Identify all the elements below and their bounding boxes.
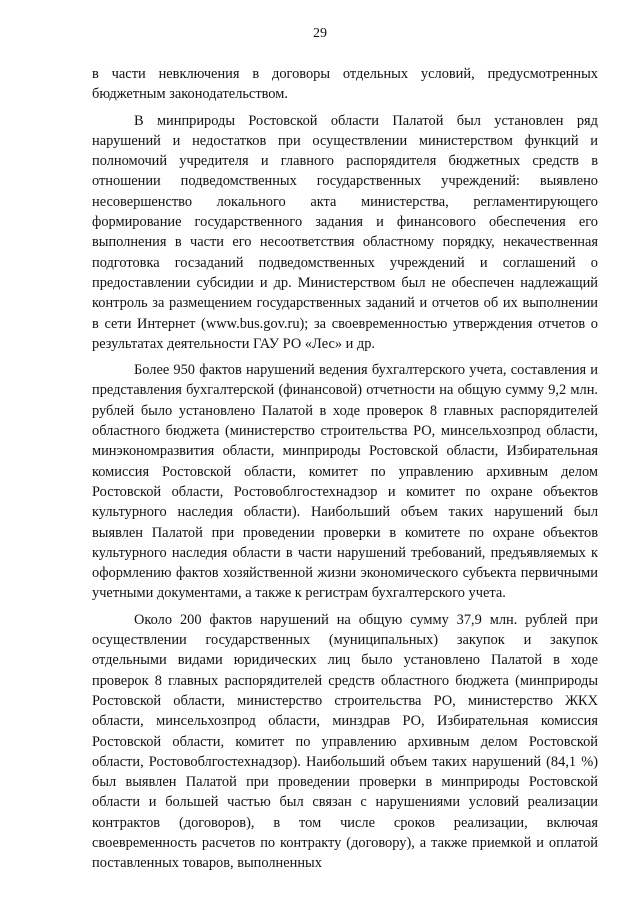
paragraph-minprirody-violations: В минприроды Ростовской области Палатой был установлен ряд нарушений и недостатков при осуществлении министерством функций и полномочий учредителя и главного распорядителя бюджетных средств в отношении подведомственных государственных учреждений: выявлено несовершенство локального акта министерства, регламентирующего формирование государственного задания и финансового обеспечения его выполнения в части его несоответствия областному порядку, некачественная подготовка госзаданий подведомственных учреждений и соглашений о предоставлении субсидии и др. Министерством был не обеспечен надлежащий контроль за размещением государственных заданий и отчетов об их выполнении в сети Интернет (www.bus.gov.ru); за своевременностью утверждения отчетов о результатах деятельности ГАУ РО «Лес» и др. [92, 112, 598, 352]
page-number: 29 [313, 26, 327, 41]
paragraph-accounting-violations: Более 950 фактов нарушений ведения бухгалтерского учета, составления и представления бухгалтерской (финансовой) отчетности на общую сумму 9,2 млн. рублей было установлено Палатой в ходе проверок 8 главных распорядителей областного бюджета (министерство строительства РО, минсельхозпрод области, минэкономразвития области, минприроды Ростовской области, Избирательная комиссия Ростовской области, комитет по управлению архивным делом Ростовской области, Ростовоблгостехнадзор и комитет по охране объектов культурного наследия области). Наибольший объем таких нарушений был выявлен Палатой при проведении проверки в комитете по охране объектов культурного наследия области в части нарушений требований, предъявляемых к оформлению фактов хозяйственной жизни экономического субъекта первичными учетными документами, а также к регистрам бухгалтерского учета. [92, 362, 598, 602]
document-body [92, 64, 598, 874]
paragraph-procurement-violations: Около 200 фактов нарушений на общую сумму 37,9 млн. рублей при осуществлении государственных (муниципальных) закупок и закупок отдельными видами юридических лиц было установлено Палатой в ходе проверок 8 главных распорядителей средств областного бюджета (минприроды Ростовской области, министерство строительства РО, министерство ЖКХ области, минсельхозпрод области, минздрав РО, Избирательная комиссия Ростовской области, комитет по управлению архивным делом Ростовской области, Ростовоблгостехнадзор). Наибольший объем таких нарушений (84,1 %) был выявлен Палатой при проведении проверки в минприроды Ростовской области и большей частью был связан с нарушениями условий реализации контрактов (договоров), в том числе сроков реализации, включая своевременность расчетов по контракту (договору), а также приемкой и оплатой поставленных товаров, выполненных [92, 611, 598, 872]
paragraph-continuation: в части невключения в договоры отдельных условий, предусмотренных бюджетным законодательством. [92, 66, 598, 103]
